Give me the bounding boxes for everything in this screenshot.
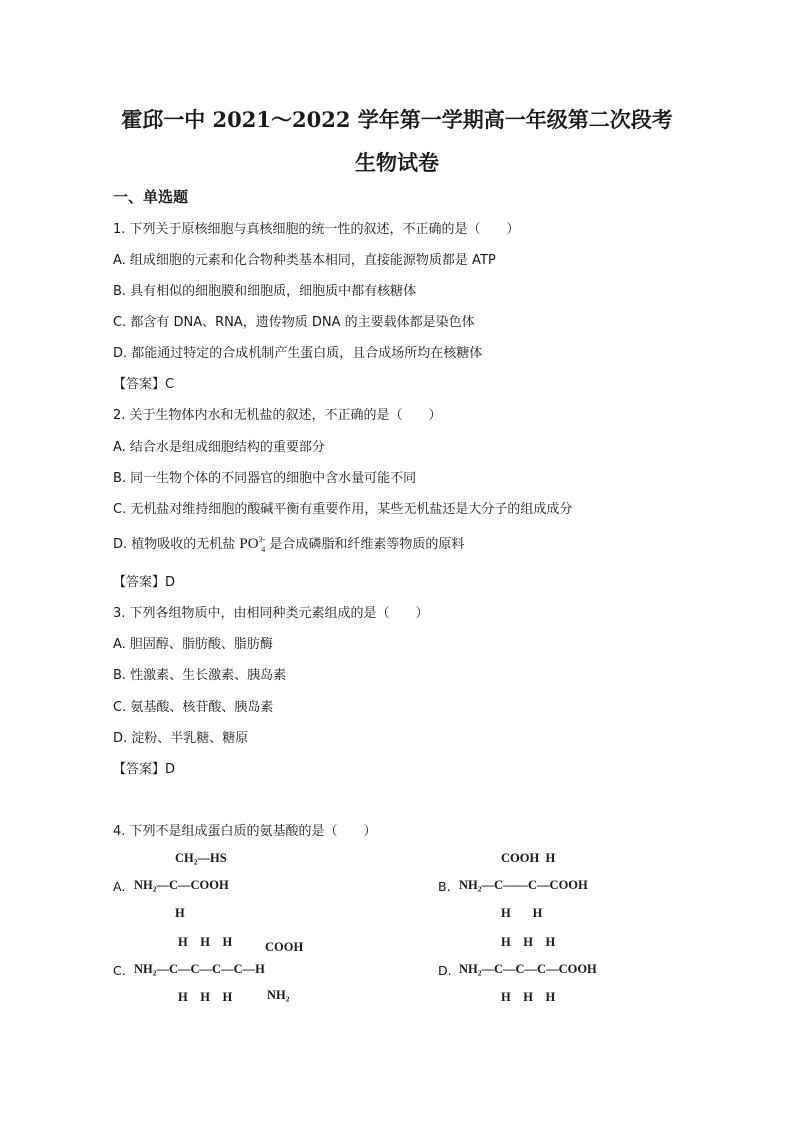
structure-b-main: NH₂—C——C—COOH: [459, 878, 588, 892]
answer-label: 【答案】: [113, 762, 166, 777]
option-b-label: B.: [438, 879, 451, 894]
answer-value: D: [165, 575, 176, 590]
option-d-prefix: D. 植物吸收的无机盐: [113, 537, 236, 552]
question-1-answer: [113, 373, 174, 392]
question-1-stem: 1. 下列关于原核细胞与真核细胞的统一性的叙述，不正确的是（ ）: [113, 222, 520, 237]
question-1-option-b: B. 具有相似的细胞膜和细胞质，细胞质中都有核糖体: [113, 284, 417, 299]
structure-c-side-bottom: NH₂: [267, 988, 290, 1002]
question-3-option-b: B. 性激素、生长激素、胰岛素: [113, 668, 287, 683]
structure-c-top: H H H: [178, 935, 233, 949]
question-4-stem: 4. 下列不是组成蛋白质的氨基酸的是（ ）: [113, 824, 377, 839]
exam-title: 霍邱一中 2021～2022 学年第一学期高一年级第二次段考: [121, 107, 673, 132]
structure-d-main: NH₂—C—C—C—COOH: [459, 962, 597, 976]
phosphate-formula: [239, 536, 265, 552]
question-2-option-b: B. 同一生物个体的不同器官的细胞中含水量可能不同: [113, 471, 417, 486]
answer-value: D: [165, 762, 176, 777]
option-d-label: D.: [438, 963, 452, 978]
option-d-suffix: 是合成磷脂和纤维素等物质的原料: [269, 537, 465, 552]
section-title: 一、单选题: [113, 188, 189, 206]
formula-base: PO: [239, 536, 259, 552]
question-2-option-a: A. 结合水是组成细胞结构的重要部分: [113, 440, 325, 455]
option-c-label: C.: [113, 963, 126, 978]
answer-label: 【答案】: [113, 377, 166, 392]
formula-subscript: 4: [261, 545, 266, 554]
question-3-stem: 3. 下列各组物质中，由相同种类元素组成的是（ ）: [113, 606, 429, 621]
structure-a-main: NH₂—C—COOH: [134, 878, 229, 892]
question-1-option-a: A. 组成细胞的元素和化合物种类基本相同，直接能源物质都是 ATP: [113, 253, 496, 268]
answer-value: C: [165, 377, 175, 392]
exam-subtitle: 生物试卷: [355, 150, 439, 175]
question-3-option-d: D. 淀粉、半乳糖、糖原: [113, 731, 249, 746]
question-3-answer: [113, 758, 175, 777]
structure-c-bottom: H H H: [178, 990, 233, 1004]
structure-a-top: CH₂—HS: [175, 851, 227, 865]
structure-c-main: NH₂—C—C—C—C—H: [134, 962, 265, 976]
question-1-option-c: C. 都含有 DNA、RNA，遗传物质 DNA 的主要载体都是染色体: [113, 315, 475, 330]
structure-b-top: COOH H: [501, 851, 556, 865]
question-2-option-c: C. 无机盐对维持细胞的酸碱平衡有重要作用，某些无机盐还是大分子的组成成分: [113, 502, 573, 517]
question-1-option-d: D. 都能通过特定的合成机制产生蛋白质，且合成场所均在核糖体: [113, 346, 483, 361]
formula-charge: 3-: [258, 535, 266, 544]
structure-d-top: H H H: [501, 935, 556, 949]
answer-label: 【答案】: [113, 575, 166, 590]
structure-a-bottom: H: [175, 906, 185, 920]
option-a-label: A.: [113, 879, 126, 894]
question-2-option-d: [113, 533, 464, 554]
structure-d-bottom: H H H: [501, 990, 556, 1004]
question-2-stem: 2. 关于生物体内水和无机盐的叙述，不正确的是（ ）: [113, 408, 442, 423]
question-3-option-a: A. 胆固醇、脂肪酸、脂肪酶: [113, 637, 273, 652]
question-3-option-c: C. 氨基酸、核苷酸、胰岛素: [113, 700, 274, 715]
structure-b-bottom: H H: [501, 906, 543, 920]
question-2-answer: [113, 571, 175, 590]
structure-c-side-top: COOH: [265, 940, 304, 954]
